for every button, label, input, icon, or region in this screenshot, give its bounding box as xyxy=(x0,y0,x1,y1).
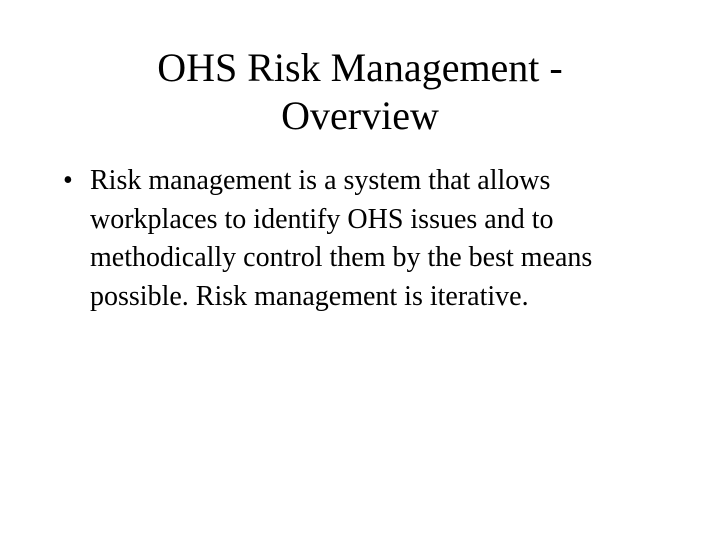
bullet-marker: • xyxy=(63,165,73,196)
bullet-item xyxy=(63,162,650,316)
slide-title: OHS Risk Management - Overview xyxy=(157,45,563,138)
bullet-text: Risk management is a system that allows workplaces to identify OHS issues and to methodically control them by the best means possible. Risk management is iterative. xyxy=(90,165,593,312)
bullet-list xyxy=(63,162,650,316)
